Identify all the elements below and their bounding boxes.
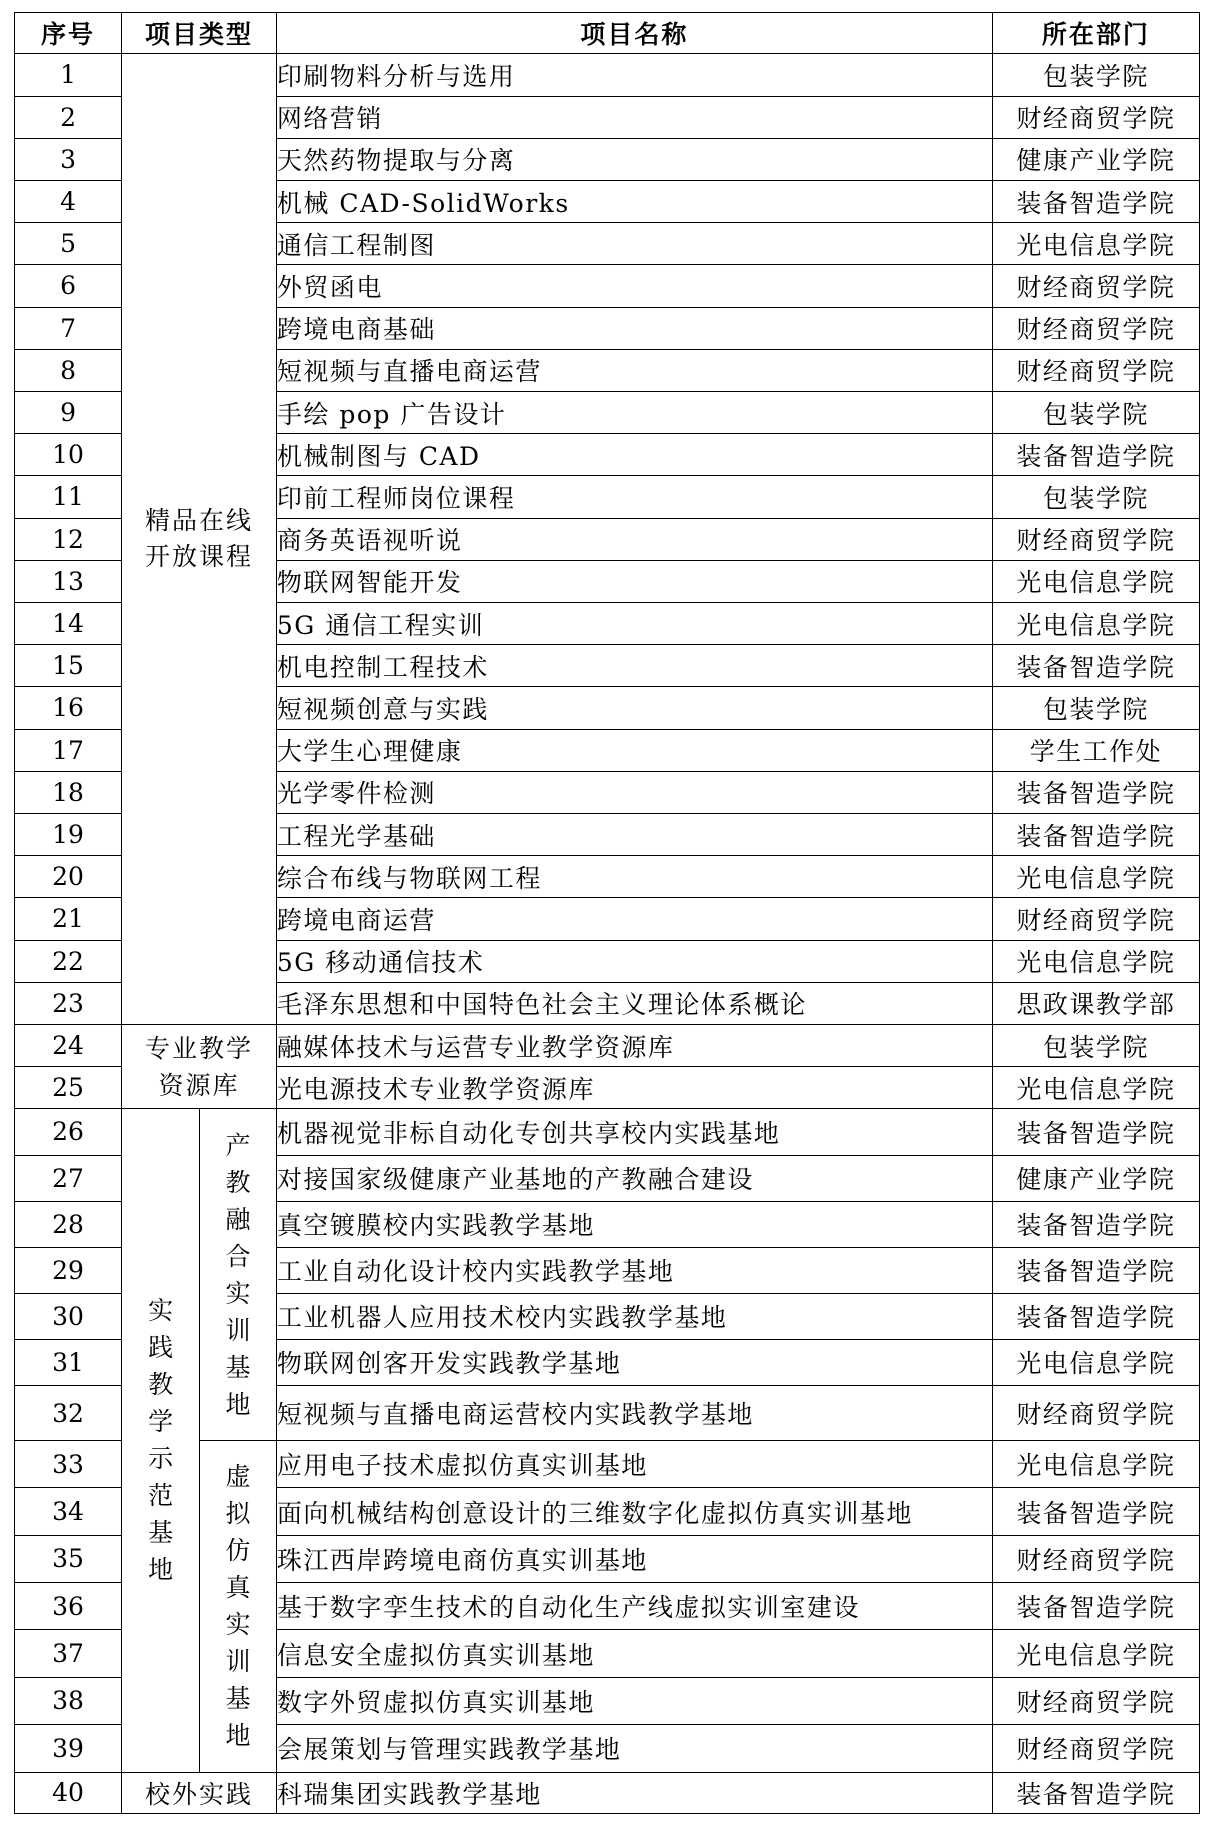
row-index: 22 xyxy=(15,940,122,982)
department: 财经商贸学院 xyxy=(992,898,1199,940)
department: 包装学院 xyxy=(992,1024,1199,1066)
department: 装备智造学院 xyxy=(992,645,1199,687)
type-off-campus: 校外实践 xyxy=(122,1772,277,1813)
project-name: 印刷物料分析与选用 xyxy=(276,54,992,96)
row-index: 27 xyxy=(15,1155,122,1201)
department: 包装学院 xyxy=(992,687,1199,729)
department: 学生工作处 xyxy=(992,729,1199,771)
row-index: 15 xyxy=(15,645,122,687)
department: 思政课教学部 xyxy=(992,982,1199,1024)
table-row xyxy=(15,1024,1200,1066)
project-name: 印前工程师岗位课程 xyxy=(276,476,992,518)
table-row xyxy=(15,1109,1200,1155)
project-name: 物联网创客开发实践教学基地 xyxy=(276,1339,992,1385)
project-name: 会展策划与管理实践教学基地 xyxy=(276,1725,992,1772)
row-index: 34 xyxy=(15,1488,122,1535)
table-row xyxy=(15,54,1200,96)
department: 财经商贸学院 xyxy=(992,307,1199,349)
row-index: 1 xyxy=(15,54,122,96)
project-name: 基于数字孪生技术的自动化生产线虚拟实训室建设 xyxy=(276,1583,992,1630)
project-name: 机器视觉非标自动化专创共享校内实践基地 xyxy=(276,1109,992,1155)
department: 装备智造学院 xyxy=(992,1488,1199,1535)
row-index: 17 xyxy=(15,729,122,771)
project-name: 工业机器人应用技术校内实践教学基地 xyxy=(276,1293,992,1339)
project-name: 外贸函电 xyxy=(276,265,992,307)
project-name: 融媒体技术与运营专业教学资源库 xyxy=(276,1024,992,1066)
row-index: 7 xyxy=(15,307,122,349)
department: 财经商贸学院 xyxy=(992,518,1199,560)
row-index: 29 xyxy=(15,1247,122,1293)
project-name: 短视频与直播电商运营 xyxy=(276,349,992,391)
project-name: 天然药物提取与分离 xyxy=(276,138,992,180)
project-name: 光电源技术专业教学资源库 xyxy=(276,1067,992,1109)
subtype-virtual-base: 虚 拟 仿 真 实 训 基 地 xyxy=(200,1441,277,1773)
row-index: 8 xyxy=(15,349,122,391)
department: 光电信息学院 xyxy=(992,602,1199,644)
row-index: 36 xyxy=(15,1583,122,1630)
department: 光电信息学院 xyxy=(992,560,1199,602)
header-row xyxy=(15,13,1200,54)
type-online-course xyxy=(122,54,277,1025)
department: 光电信息学院 xyxy=(992,1630,1199,1677)
project-name: 机械 CAD-SolidWorks xyxy=(276,180,992,222)
row-index: 26 xyxy=(15,1109,122,1155)
row-index: 5 xyxy=(15,223,122,265)
department: 装备智造学院 xyxy=(992,813,1199,855)
department: 财经商贸学院 xyxy=(992,1535,1199,1582)
row-index: 23 xyxy=(15,982,122,1024)
project-name: 大学生心理健康 xyxy=(276,729,992,771)
project-name: 工程光学基础 xyxy=(276,813,992,855)
row-index: 11 xyxy=(15,476,122,518)
type-label-line: 专业教学 xyxy=(144,1033,253,1063)
row-index: 12 xyxy=(15,518,122,560)
project-name: 工业自动化设计校内实践教学基地 xyxy=(276,1247,992,1293)
department: 健康产业学院 xyxy=(992,138,1199,180)
row-index: 4 xyxy=(15,180,122,222)
project-name: 短视频与直播电商运营校内实践教学基地 xyxy=(276,1386,992,1441)
row-index: 21 xyxy=(15,898,122,940)
department: 装备智造学院 xyxy=(992,1772,1199,1813)
row-index: 3 xyxy=(15,138,122,180)
subtype-industry-base: 产 教 融 合 实 训 基 地 xyxy=(200,1109,277,1441)
row-index: 18 xyxy=(15,771,122,813)
row-index: 6 xyxy=(15,265,122,307)
project-name: 光学零件检测 xyxy=(276,771,992,813)
department: 财经商贸学院 xyxy=(992,265,1199,307)
row-index: 40 xyxy=(15,1772,122,1813)
project-name: 商务英语视听说 xyxy=(276,518,992,560)
department: 光电信息学院 xyxy=(992,940,1199,982)
department: 装备智造学院 xyxy=(992,434,1199,476)
row-index: 10 xyxy=(15,434,122,476)
header-index: 序号 xyxy=(15,13,122,54)
project-name: 5G 移动通信技术 xyxy=(276,940,992,982)
department: 财经商贸学院 xyxy=(992,96,1199,138)
department: 财经商贸学院 xyxy=(992,1386,1199,1441)
project-name: 真空镀膜校内实践教学基地 xyxy=(276,1201,992,1247)
project-name: 数字外贸虚拟仿真实训基地 xyxy=(276,1677,992,1724)
project-name: 对接国家级健康产业基地的产教融合建设 xyxy=(276,1155,992,1201)
project-name: 机械制图与 CAD xyxy=(276,434,992,476)
type-label-line: 开放课程 xyxy=(144,542,253,572)
row-index: 2 xyxy=(15,96,122,138)
row-index: 33 xyxy=(15,1441,122,1488)
row-index: 13 xyxy=(15,560,122,602)
project-name: 通信工程制图 xyxy=(276,223,992,265)
department: 财经商贸学院 xyxy=(992,1725,1199,1772)
project-name: 毛泽东思想和中国特色社会主义理论体系概论 xyxy=(276,982,992,1024)
row-index: 32 xyxy=(15,1386,122,1441)
type-label xyxy=(145,503,253,575)
row-index: 19 xyxy=(15,813,122,855)
row-index: 9 xyxy=(15,391,122,433)
project-name: 短视频创意与实践 xyxy=(276,687,992,729)
department: 光电信息学院 xyxy=(992,223,1199,265)
row-index: 30 xyxy=(15,1293,122,1339)
row-index: 37 xyxy=(15,1630,122,1677)
project-name: 网络营销 xyxy=(276,96,992,138)
project-name: 科瑞集团实践教学基地 xyxy=(276,1772,992,1813)
project-name: 5G 通信工程实训 xyxy=(276,602,992,644)
department: 包装学院 xyxy=(992,391,1199,433)
row-index: 39 xyxy=(15,1725,122,1772)
project-name: 应用电子技术虚拟仿真实训基地 xyxy=(276,1441,992,1488)
department: 装备智造学院 xyxy=(992,1293,1199,1339)
project-name: 面向机械结构创意设计的三维数字化虚拟仿真实训基地 xyxy=(276,1488,992,1535)
department: 装备智造学院 xyxy=(992,1583,1199,1630)
department: 财经商贸学院 xyxy=(992,349,1199,391)
project-name: 综合布线与物联网工程 xyxy=(276,856,992,898)
row-index: 25 xyxy=(15,1067,122,1109)
row-index: 31 xyxy=(15,1339,122,1385)
department: 装备智造学院 xyxy=(992,1247,1199,1293)
type-label-line: 资源库 xyxy=(158,1070,240,1100)
project-name: 机电控制工程技术 xyxy=(276,645,992,687)
department: 光电信息学院 xyxy=(992,856,1199,898)
department: 光电信息学院 xyxy=(992,1067,1199,1109)
project-name: 跨境电商运营 xyxy=(276,898,992,940)
project-name: 信息安全虚拟仿真实训基地 xyxy=(276,1630,992,1677)
department: 包装学院 xyxy=(992,476,1199,518)
project-name: 手绘 pop 广告设计 xyxy=(276,391,992,433)
header-type: 项目类型 xyxy=(122,13,277,54)
type-resource-library xyxy=(122,1024,277,1108)
department: 装备智造学院 xyxy=(992,1201,1199,1247)
row-index: 16 xyxy=(15,687,122,729)
department: 装备智造学院 xyxy=(992,1109,1199,1155)
project-name: 跨境电商基础 xyxy=(276,307,992,349)
department: 光电信息学院 xyxy=(992,1441,1199,1488)
department: 财经商贸学院 xyxy=(992,1677,1199,1724)
table-row xyxy=(15,1772,1200,1813)
projects-table xyxy=(14,12,1200,1814)
project-name: 物联网智能开发 xyxy=(276,560,992,602)
type-label-line: 精品在线 xyxy=(144,506,253,536)
row-index: 20 xyxy=(15,856,122,898)
row-index: 28 xyxy=(15,1201,122,1247)
department: 装备智造学院 xyxy=(992,180,1199,222)
department: 光电信息学院 xyxy=(992,1339,1199,1385)
type-practice-base: 实 践 教 学 示 范 基 地 xyxy=(122,1109,200,1772)
project-name: 珠江西岸跨境电商仿真实训基地 xyxy=(276,1535,992,1582)
row-index: 38 xyxy=(15,1677,122,1724)
department: 装备智造学院 xyxy=(992,771,1199,813)
department: 健康产业学院 xyxy=(992,1155,1199,1201)
department: 包装学院 xyxy=(992,54,1199,96)
row-index: 35 xyxy=(15,1535,122,1582)
row-index: 14 xyxy=(15,602,122,644)
row-index: 24 xyxy=(15,1024,122,1066)
header-dept: 所在部门 xyxy=(992,13,1199,54)
header-name: 项目名称 xyxy=(276,13,992,54)
